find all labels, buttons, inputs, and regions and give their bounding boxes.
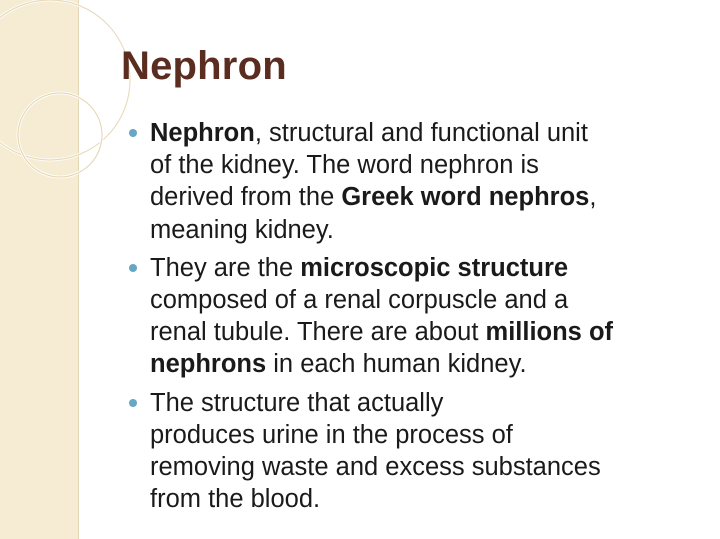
bullet-line bbox=[150, 117, 713, 149]
text-segment: renal tubule. There are about bbox=[150, 318, 486, 347]
bullet-dot-icon bbox=[129, 129, 137, 137]
bullet-dot-icon bbox=[129, 399, 137, 407]
bullet-line bbox=[150, 149, 713, 181]
bullet-line bbox=[150, 419, 713, 451]
bullet-list bbox=[128, 117, 713, 521]
text-segment: in each human kidney. bbox=[266, 350, 527, 379]
text-segment: produces urine in the process of bbox=[150, 420, 513, 449]
bullet-item bbox=[128, 117, 713, 246]
bullet-line bbox=[150, 181, 713, 213]
text-segment: , bbox=[589, 183, 597, 212]
bold-text: millions of bbox=[485, 318, 614, 347]
text-segment: They are the bbox=[150, 253, 301, 282]
text-segment: meaning kidney. bbox=[150, 215, 334, 244]
bullet-line bbox=[150, 316, 713, 348]
bullet-line bbox=[150, 387, 713, 419]
text-segment: from the blood. bbox=[150, 485, 321, 514]
bullet-line bbox=[150, 214, 713, 246]
bullet-item bbox=[128, 252, 713, 381]
text-segment: removing waste and excess substances bbox=[150, 453, 601, 482]
bullet-dot-icon bbox=[129, 264, 137, 272]
slide-title: Nephron bbox=[121, 44, 287, 88]
bold-text: nephrons bbox=[150, 350, 267, 379]
bullet-line bbox=[150, 252, 713, 284]
bullet-line bbox=[150, 451, 713, 483]
text-segment: The structure that actually bbox=[150, 388, 444, 417]
bold-text: microscopic structure bbox=[300, 253, 569, 282]
text-segment: derived from the bbox=[150, 183, 342, 212]
bullet-line bbox=[150, 348, 713, 380]
text-segment: , structural and functional unit bbox=[254, 119, 588, 147]
text-segment: of the kidney. The word nephron is bbox=[150, 151, 539, 180]
bold-text: Nephron bbox=[150, 119, 255, 147]
bullet-line bbox=[150, 284, 713, 316]
text-segment: composed of a renal corpuscle and a bbox=[150, 286, 569, 315]
bullet-line bbox=[150, 483, 713, 515]
bullet-item bbox=[128, 387, 713, 516]
bold-text: Greek word nephros bbox=[341, 183, 590, 212]
